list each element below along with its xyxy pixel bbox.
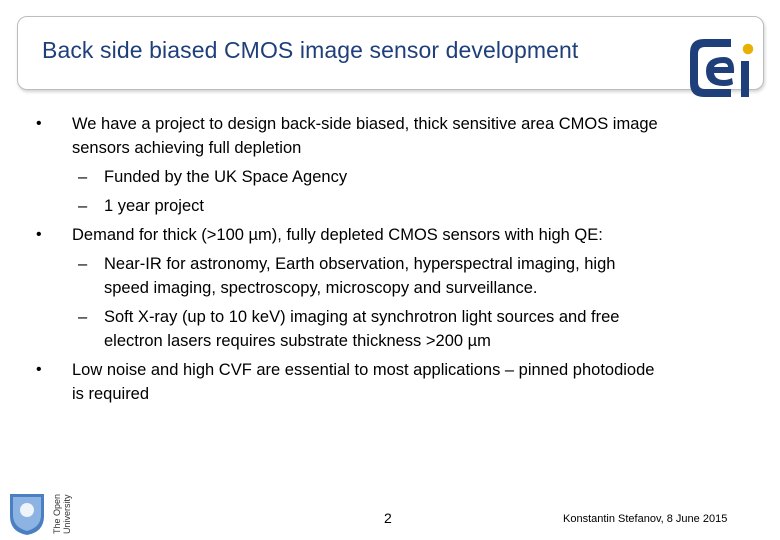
sub-bullet-1-1: – Funded by the UK Space Agency	[36, 165, 736, 189]
bullet-1-line-2: sensors achieving full depletion	[72, 139, 302, 157]
bullet-icon: •	[36, 115, 42, 132]
open-university-logo	[8, 490, 74, 536]
sub-bullet-2-2-line-1: – Soft X-ray (up to 10 keV) imaging at synchrotron light sources and free	[36, 305, 736, 329]
sub-bullet-1-2: – 1 year project	[36, 194, 736, 218]
dash-icon: –	[78, 168, 88, 186]
page-number: 2	[384, 510, 392, 526]
footer-author-date: Konstantin Stefanov, 8 June 2015	[563, 513, 728, 525]
sub-bullet-2-1-line-1: – Near-IR for astronomy, Earth observation, hyperspectral imaging, high	[36, 252, 736, 276]
ou-text-line-1: The Open	[52, 493, 62, 534]
bullet-2-line-1: • Demand for thick (>100 µm), fully depleted CMOS sensors with high QE:	[36, 223, 736, 247]
dash-icon: –	[78, 255, 88, 273]
bullet-3-line-2: is required	[72, 385, 150, 403]
dash-icon: –	[78, 197, 88, 215]
dash-icon: –	[78, 308, 88, 326]
bullet-1-line-1: • We have a project to design back-side biased, thick sensitive area CMOS image	[36, 112, 736, 136]
bullet-3-line-1: • Low noise and high CVF are essential to most applications – pinned photodiode	[36, 358, 736, 382]
sub-bullet-2-2-line-2: electron lasers requires substrate thickness >200 µm	[104, 332, 491, 350]
bullet-icon: •	[36, 361, 42, 378]
sub-bullet-2-1-line-2: speed imaging, spectroscopy, microscopy and surveillance.	[104, 279, 538, 297]
title-box	[17, 16, 764, 90]
ei-logo	[686, 37, 761, 99]
slide-title: Back side biased CMOS image sensor development	[42, 37, 579, 63]
bullet-icon: •	[36, 226, 42, 243]
bullet-content	[36, 112, 736, 406]
ou-text-line-2: University	[62, 494, 72, 534]
